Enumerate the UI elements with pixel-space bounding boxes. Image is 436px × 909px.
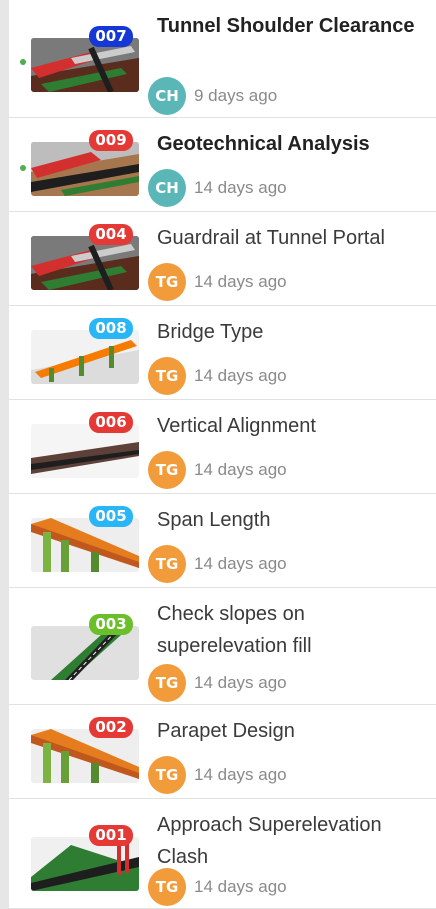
- avatar: TG: [148, 357, 186, 395]
- issue-number-badge: 005: [89, 506, 133, 527]
- avatar: TG: [148, 868, 186, 906]
- avatar: TG: [148, 545, 186, 583]
- issue-timestamp: 14 days ago: [194, 877, 287, 896]
- issue-meta: [148, 871, 287, 903]
- issue-item[interactable]: [9, 588, 436, 705]
- issue-number-badge: 009: [89, 130, 133, 151]
- issue-number-badge: 004: [89, 224, 133, 245]
- issue-item[interactable]: [9, 0, 436, 118]
- issue-item[interactable]: [9, 400, 436, 494]
- avatar: TG: [148, 756, 186, 794]
- issue-item[interactable]: [9, 118, 436, 212]
- issue-meta: [148, 454, 287, 486]
- issue-meta: [148, 667, 287, 699]
- issue-title[interactable]: Check slopes on superelevation fill: [157, 603, 312, 657]
- issue-timestamp: 14 days ago: [194, 272, 287, 291]
- left-edge-bar: [0, 0, 9, 909]
- issue-timestamp: 14 days ago: [194, 673, 287, 692]
- issue-number-badge: 003: [89, 614, 133, 635]
- avatar: CH: [148, 77, 186, 115]
- avatar: TG: [148, 664, 186, 702]
- issue-number-badge: 008: [89, 318, 133, 339]
- issue-item[interactable]: [9, 705, 436, 799]
- issue-meta: [148, 266, 287, 298]
- issue-meta: [148, 548, 287, 580]
- issue-item[interactable]: [9, 799, 436, 909]
- issue-title[interactable]: Bridge Type: [157, 321, 264, 343]
- issue-title[interactable]: Geotechnical Analysis: [157, 133, 370, 155]
- issue-item[interactable]: [9, 212, 436, 306]
- issue-timestamp: 9 days ago: [194, 86, 278, 105]
- issue-timestamp: 14 days ago: [194, 366, 287, 385]
- issue-title[interactable]: Vertical Alignment: [157, 415, 316, 437]
- avatar: TG: [148, 451, 186, 489]
- issue-title[interactable]: Guardrail at Tunnel Portal: [157, 227, 385, 249]
- issue-timestamp: 14 days ago: [194, 460, 287, 479]
- issue-meta: [148, 360, 287, 392]
- issue-meta: [148, 172, 287, 204]
- issue-title[interactable]: Approach Superelevation Clash: [157, 814, 382, 868]
- issue-number-badge: 006: [89, 412, 133, 433]
- issue-timestamp: 14 days ago: [194, 554, 287, 573]
- issue-number-badge: 007: [89, 26, 133, 47]
- issue-meta: [148, 759, 287, 791]
- issue-timestamp: 14 days ago: [194, 765, 287, 784]
- issue-number-badge: 002: [89, 717, 133, 738]
- unread-dot: [20, 59, 26, 65]
- issue-item[interactable]: [9, 494, 436, 588]
- issue-number-badge: 001: [89, 825, 133, 846]
- issue-title[interactable]: Span Length: [157, 509, 271, 531]
- avatar: CH: [148, 169, 186, 207]
- issue-meta: [148, 80, 277, 112]
- issue-list: [9, 0, 436, 909]
- unread-dot: [20, 165, 26, 171]
- issue-title[interactable]: Tunnel Shoulder Clearance: [157, 15, 415, 37]
- avatar: TG: [148, 263, 186, 301]
- issue-title[interactable]: Parapet Design: [157, 720, 295, 742]
- issue-item[interactable]: [9, 306, 436, 400]
- issue-timestamp: 14 days ago: [194, 178, 287, 197]
